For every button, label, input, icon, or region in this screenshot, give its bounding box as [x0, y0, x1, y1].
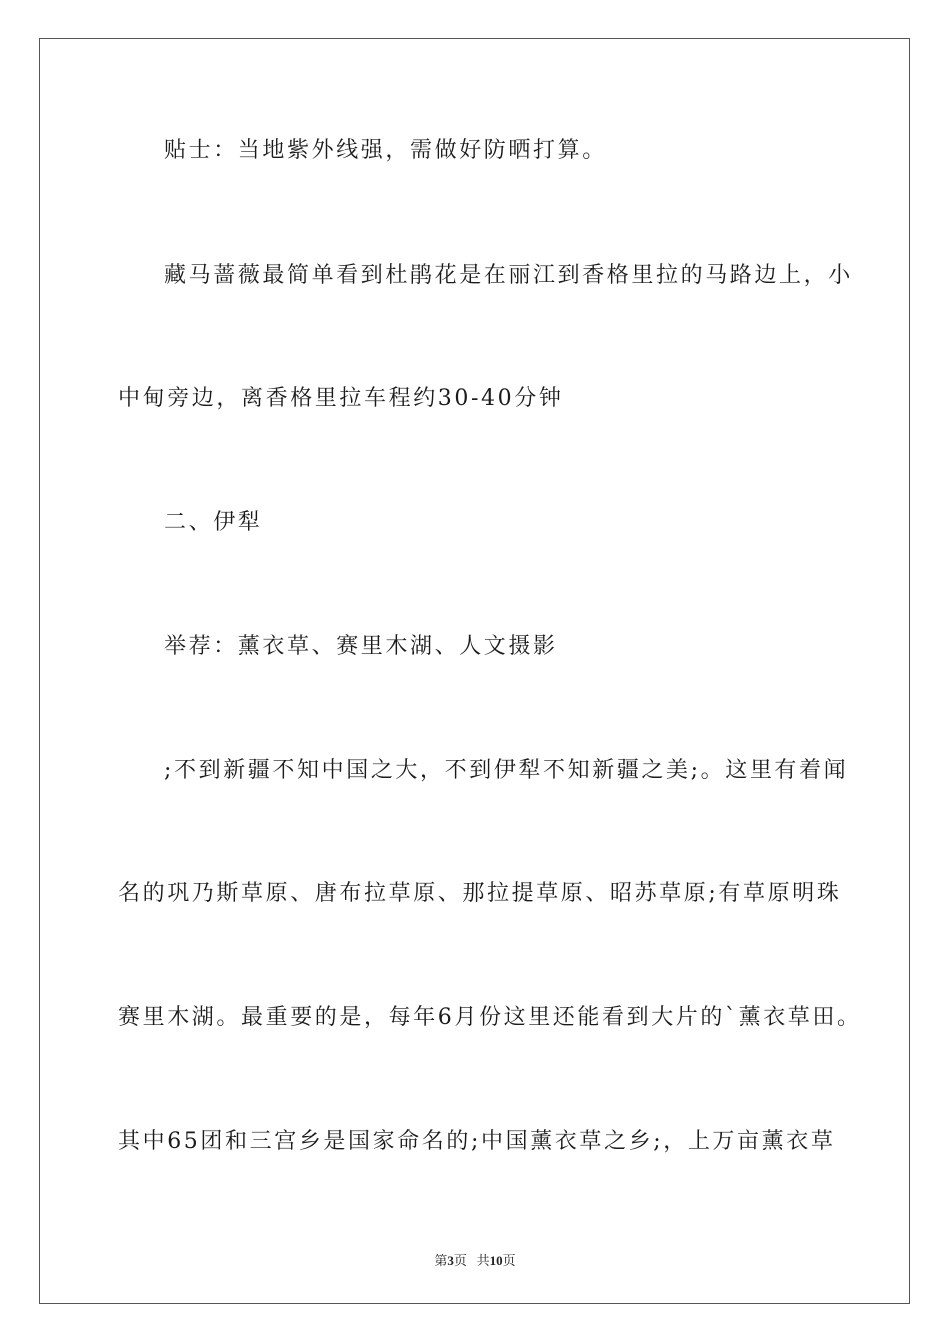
paragraph-text-line: 藏马蔷薇最简单看到杜鹃花是在丽江到香格里拉的马路边上，小 — [164, 263, 853, 288]
footer-page-prefix: 第 — [434, 1253, 448, 1268]
footer-total-prefix: 共 — [476, 1253, 490, 1268]
paragraph-recommend: 举荐：薰衣草、赛里木湖、人文摄影 — [164, 634, 558, 659]
section-heading: 二、伊犁 — [164, 510, 263, 535]
footer-page-suffix: 页 — [453, 1253, 467, 1268]
paragraph-tip: 贴士：当地紫外线强，需做好防晒打算。 — [164, 138, 607, 163]
footer-total-number: 10 — [489, 1253, 503, 1268]
footer-total-suffix: 页 — [502, 1253, 516, 1268]
page-footer — [0, 1250, 950, 1269]
paragraph-text-line: 名的巩乃斯草原、唐布拉草原、那拉提草原、昭苏草原;有草原明珠 — [118, 881, 842, 906]
paragraph-text-line: 中甸旁边，离香格里拉车程约30-40分钟 — [118, 386, 564, 411]
page-border — [39, 38, 910, 1304]
footer-page-number: 3 — [447, 1253, 454, 1268]
paragraph-text-line: 赛里木湖。最重要的是，每年6月份这里还能看到大片的`薰衣草田。 — [118, 1005, 862, 1030]
paragraph-text-line: 其中65团和三宫乡是国家命名的;中国薰衣草之乡;，上万亩薰衣草 — [118, 1129, 836, 1154]
paragraph-text-line: ;不到新疆不知中国之大，不到伊犁不知新疆之美;。这里有着闻 — [164, 758, 849, 783]
